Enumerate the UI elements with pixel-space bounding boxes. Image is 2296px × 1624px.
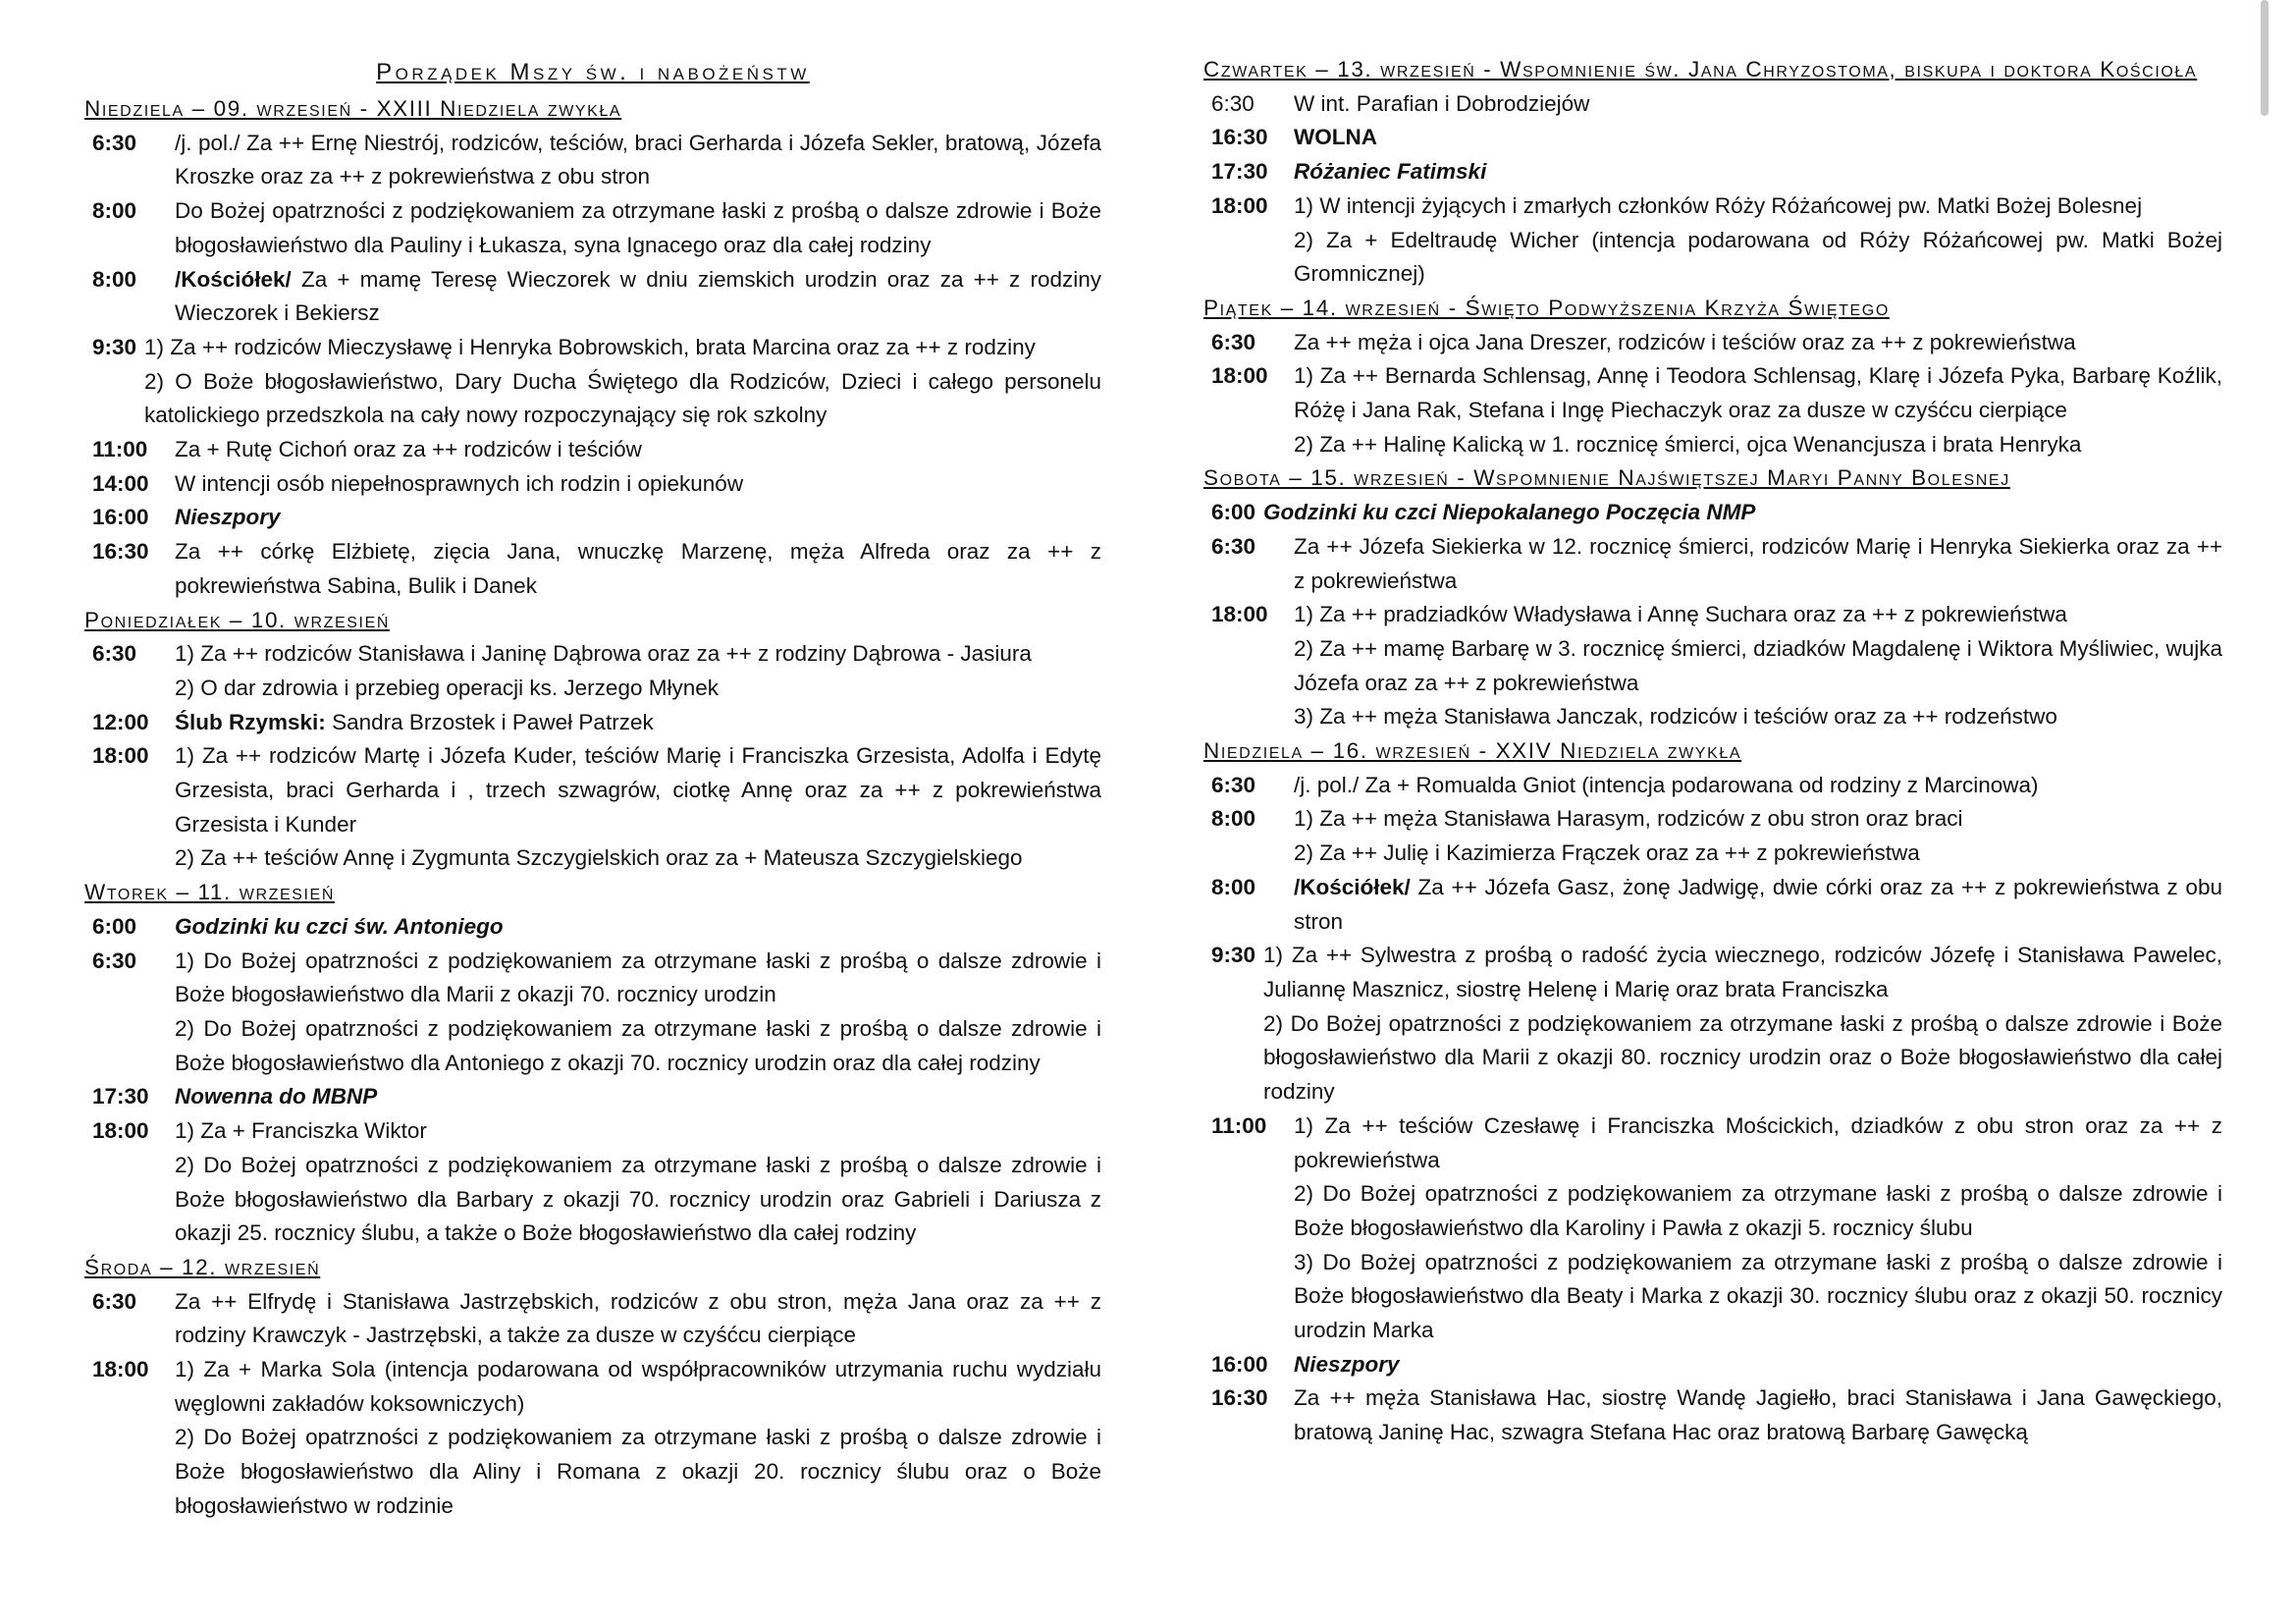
intention-item (175, 672, 1101, 706)
intention-label: /Kościółek/ (1294, 874, 1411, 899)
mass-time: 8:00 (1211, 806, 1256, 832)
mass-entry (1203, 530, 2222, 598)
mass-entry (84, 739, 1101, 876)
intention-text: 2) Do Bożej opatrzności z podziękowaniem za otrzymane łaski z prośbą o dalsze zdrowie i Boże błogosławieństwo dla Marii z okazji 80. rocznicy urodzin oraz o Boże błogosławieństwo dla całej rodziny (1263, 1010, 2222, 1105)
intention-item (1294, 1110, 2222, 1177)
mass-entry (1203, 1348, 2222, 1382)
mass-entry (1203, 155, 2222, 189)
mass-intentions (175, 263, 1101, 331)
intention-text: Różaniec Fatimski (1294, 159, 1487, 185)
intention-item (175, 739, 1101, 841)
mass-time: 8:00 (1211, 874, 1256, 899)
intention-item (1294, 121, 2222, 155)
mass-time: 6:00 (1211, 500, 1256, 525)
intention-item (144, 331, 1101, 365)
intention-item (175, 1012, 1101, 1080)
mass-time: 14:00 (92, 470, 149, 496)
day-section (84, 92, 1101, 604)
intention-text: 1) Za + Franciszka Wiktor (175, 1118, 427, 1144)
mass-entry (84, 910, 1101, 945)
intention-item (175, 433, 1101, 467)
scrollbar-thumb[interactable] (2261, 0, 2269, 116)
intention-text: Nowenna do MBNP (175, 1084, 378, 1110)
intention-item (175, 910, 1101, 945)
day-section (84, 604, 1101, 877)
intention-item (175, 535, 1101, 603)
mass-entry (84, 194, 1101, 262)
mass-time: 16:30 (92, 539, 149, 565)
mass-entry (84, 945, 1101, 1081)
intention-item (1294, 1177, 2222, 1245)
intention-text: Nieszpory (1294, 1351, 1400, 1377)
intention-item (175, 194, 1101, 262)
mass-time: 6:30 (1211, 329, 1256, 354)
intention-text: Sandra Brzostek i Paweł Patrzek (332, 709, 654, 734)
mass-intentions (1263, 496, 2222, 530)
intention-text: 1) Za ++ teściów Czesławę i Franciszka Mościckich, dziadków z obu stron oraz za ++ z pokrewieństwa (1294, 1112, 2222, 1172)
intention-text: W int. Parafian i Dobrodziejów (1294, 90, 1590, 116)
day-section (1203, 734, 2222, 1450)
mass-entry (1203, 189, 2222, 292)
mass-intentions (1294, 326, 2222, 360)
intention-text: 2) Do Bożej opatrzności z podziękowaniem za otrzymane łaski z prośbą o dalsze zdrowie i Boże błogosławieństwo dla Aliny i Romana z okazji 20. rocznicy ślubu oraz o Boże błogosławieństwo w rodzinie (175, 1425, 1101, 1518)
intention-text: Za ++ córkę Elżbietę, zięcia Jana, wnuczkę Marzenę, męża Alfreda oraz za ++ z pokrewieństwa Sabina, Bulik i Danek (175, 539, 1101, 598)
mass-time: 11:00 (92, 437, 148, 462)
intention-text: Nieszpory (175, 505, 281, 530)
intention-text: 1) Za ++ rodziców Stanisława i Janinę Dąbrowa oraz za ++ z rodziny Dąbrowa - Jasiura (175, 641, 1032, 667)
mass-time: 16:30 (1211, 125, 1268, 150)
intention-item (175, 706, 1101, 740)
day-heading: Sobota – 15. wrzesień - Wspomnienie Najświętszej Maryi Panny Bolesnej (1203, 465, 2010, 491)
day-section (84, 876, 1101, 1251)
mass-time: 12:00 (92, 709, 149, 734)
mass-entry (84, 1353, 1101, 1524)
mass-time: 9:30 (1211, 943, 1256, 968)
intention-text: Godzinki ku czci Niepokalanego Poczęcia NMP (1263, 500, 1756, 525)
intention-text: 1) Za ++ męża Stanisława Harasym, rodziców z obu stron oraz braci (1294, 806, 1963, 832)
mass-time: 18:00 (1211, 602, 1268, 627)
intention-item (175, 1114, 1101, 1149)
intention-text: 1) W intencji żyjących i zmarłych członków Róży Różańcowej pw. Matki Bożej Bolesnej (1294, 192, 2143, 218)
intention-text: Za ++ Józefa Siekierka w 12. rocznicę śmierci, rodziców Marię i Henryka Siekierka oraz za ++ z pokrewieństwa (1294, 533, 2222, 593)
intention-item (144, 365, 1101, 433)
intention-item (1294, 428, 2222, 462)
mass-intentions (1294, 1348, 2222, 1382)
day-heading: Poniedziałek – 10. wrzesień (84, 607, 391, 632)
mass-intentions (1294, 121, 2222, 155)
intention-item (175, 1080, 1101, 1114)
intention-text: Godzinki ku czci św. Antoniego (175, 913, 504, 939)
mass-intentions (1294, 530, 2222, 598)
intention-item (175, 127, 1101, 194)
intention-item (175, 841, 1101, 876)
intention-item (1294, 1348, 2222, 1382)
intention-text: Za ++ Józefa Gasz, żonę Jadwigę, dwie córki oraz za ++ z pokrewieństwa z obu stron (1294, 874, 2222, 934)
intention-text: Za ++ męża i ojca Jana Dreszer, rodziców i teściów oraz za ++ z pokrewieństwa (1294, 329, 2076, 354)
intention-text: 2) Za ++ mamę Barbarę w 3. rocznicę śmierci, dziadków Magdalenę i Wiktora Myśliwiec, wujka Józefa oraz za ++ z pokrewieństwa (1294, 635, 2222, 695)
intention-text: /j. pol./ Za + Romualda Gniot (intencja podarowana od rodziny z Marcinowa) (1294, 772, 2039, 797)
intention-text: 2) Za ++ Halinę Kalicką w 1. rocznicę śmierci, ojca Wenancjusza i brata Henryka (1294, 431, 2082, 457)
day-section (1203, 53, 2222, 292)
mass-intentions (1294, 769, 2222, 803)
intention-text: 1) Za ++ Sylwestra z prośbą o radość życia wiecznego, rodziców Józefę i Stanisława Pawelec, Juliannę Masznicz, siostrę Helenę i Marię oraz brata Franciszka (1263, 943, 2222, 1001)
mass-entry (1203, 939, 2222, 1110)
intention-text: Za ++ męża Stanisława Hac, siostrę Wandę Jagiełło, braci Stanisława i Jana Gawęckiego, bratową Janinę Hac, szwagra Stefana Hac oraz bratową Barbarę Gawęcką (1294, 1385, 2222, 1445)
mass-entry (84, 501, 1101, 535)
intention-item (175, 1353, 1101, 1421)
day-heading: Czwartek – 13. wrzesień - Wspomnienie św. Jana Chryzostoma, biskupa i doktora Kościoła (1203, 57, 2198, 81)
mass-time: 6:00 (92, 913, 137, 939)
intention-text: 2) Za ++ teściów Annę i Zygmunta Szczygielskich oraz za + Mateusza Szczygielskiego (175, 845, 1023, 871)
left-column (84, 0, 1101, 1524)
intention-text: Za + mamę Teresę Wieczorek w dniu ziemskich urodzin oraz za ++ z rodziny Wieczorek i Bekiersz (175, 266, 1101, 326)
mass-intentions (175, 1114, 1101, 1251)
day-heading: Środa – 12. wrzesień (84, 1254, 321, 1279)
mass-intentions (175, 706, 1101, 740)
intention-text: Za ++ Elfrydę i Stanisława Jastrzębskich, rodziców z obu stron, męża Jana oraz za ++ z rodziny Krawczyk - Jastrzębski, a także za dusze w czyśćcu cierpiące (175, 1288, 1101, 1348)
mass-intentions (175, 1080, 1101, 1114)
intention-text: W intencji osób niepełnosprawnych ich rodzin i opiekunów (175, 470, 744, 496)
day-heading: Niedziela – 16. wrzesień - XXIV Niedziela zwykła (1203, 738, 1742, 764)
intention-text: 3) Za ++ męża Stanisława Janczak, rodziców i teściów oraz za ++ rodzeństwo (1294, 704, 2057, 730)
day-heading: Niedziela – 09. wrzesień - XXIII Niedziela zwykła (84, 96, 622, 121)
mass-entry (1203, 802, 2222, 870)
intention-text: 1) Za ++ Bernarda Schlensag, Annę i Teodora Schlensag, Klarę i Józefa Pyka, Barbarę Koźlik, Różę i Jana Rak, Stefana i Ingę Piechaczyk oraz za dusze w czyśćcu cierpiące (1294, 363, 2222, 423)
mass-time: 17:30 (1211, 159, 1268, 185)
intention-label: /Kościółek/ (175, 266, 292, 292)
mass-entry (84, 535, 1101, 603)
mass-intentions (1294, 1110, 2222, 1348)
mass-intentions (175, 945, 1101, 1081)
intention-item (175, 501, 1101, 535)
day-heading: Piątek – 14. wrzesień - Święto Podwyższenia Krzyża Świętego (1203, 295, 1890, 320)
mass-entry (1203, 598, 2222, 734)
intention-text: 2) Do Bożej opatrzności z podziękowaniem za otrzymane łaski z prośbą o dalsze zdrowie i Boże błogosławieństwo dla Barbary z okazji 70. rocznicy urodzin oraz Gabrieli i Dariusza z okazji 25. rocznicy ślubu, a także o Boże błogosławieństwo dla całej rodziny (175, 1152, 1101, 1246)
mass-intentions (175, 1285, 1101, 1353)
intention-item (1294, 326, 2222, 360)
mass-time: 17:30 (92, 1084, 149, 1110)
mass-time: 8:00 (92, 266, 137, 292)
intention-item (1294, 530, 2222, 598)
intention-text: 1) Za + Marka Sola (intencja podarowana od współpracowników utrzymania ruchu wydziału węglowni zakładów koksowniczych) (175, 1357, 1101, 1416)
mass-time: 16:00 (1211, 1351, 1268, 1377)
intention-item (175, 467, 1101, 502)
mass-intentions (1294, 871, 2222, 939)
intention-item (1294, 1381, 2222, 1449)
mass-time: 18:00 (92, 1357, 149, 1382)
mass-entry (1203, 769, 2222, 803)
mass-entry (84, 1080, 1101, 1114)
intention-item (175, 1421, 1101, 1523)
mass-time: 6:30 (92, 641, 137, 667)
intention-item (1294, 155, 2222, 189)
mass-time: 9:30 (92, 334, 137, 359)
intention-item (1294, 871, 2222, 939)
mass-entry (1203, 121, 2222, 155)
intention-item (1294, 769, 2222, 803)
mass-intentions (1294, 189, 2222, 292)
intention-item (1294, 87, 2222, 122)
mass-time: 8:00 (92, 198, 137, 224)
intention-item (175, 945, 1101, 1012)
mass-entry (84, 706, 1101, 740)
intention-item (1263, 1007, 2222, 1110)
mass-time: 18:00 (92, 1118, 149, 1144)
mass-time: 6:30 (1211, 90, 1255, 116)
intention-text: 1) Za ++ rodziców Mieczysławę i Henryka Bobrowskich, brata Marcina oraz za ++ z rodziny (144, 334, 1036, 359)
intention-item (1294, 598, 2222, 632)
day-heading: Wtorek – 11. wrzesień (84, 880, 335, 905)
mass-time: 6:30 (1211, 533, 1256, 559)
intention-item (1263, 496, 2222, 530)
mass-time: 6:30 (1211, 772, 1256, 797)
mass-entry (1203, 326, 2222, 360)
intention-text: 2) O Boże błogosławieństwo, Dary Ducha Świętego dla Rodziców, Dzieci i całego personelu katolickiego przedszkola na cały nowy rozpoczynający się rok szkolny (144, 368, 1101, 428)
intention-text: Za + Rutę Cichoń oraz za ++ rodziców i teściów (175, 437, 642, 462)
mass-time: 6:30 (92, 947, 137, 973)
intention-item (1263, 939, 2222, 1006)
mass-intentions (175, 637, 1101, 705)
intention-item (175, 1149, 1101, 1251)
mass-intentions (175, 433, 1101, 467)
mass-time: 11:00 (1211, 1112, 1267, 1138)
mass-time: 16:30 (1211, 1385, 1268, 1411)
day-section (84, 1251, 1101, 1524)
mass-intentions (1294, 87, 2222, 122)
intention-text: 2) Do Bożej opatrzności z podziękowaniem za otrzymane łaski z prośbą o dalsze zdrowie i Boże błogosławieństwo dla Antoniego z okazji 70. rocznicy urodzin oraz dla całej rodziny (175, 1015, 1101, 1075)
intention-text: 2) Za + Edeltraudę Wicher (intencja podarowana od Róży Różańcowej pw. Matki Bożej Gromnicznej) (1294, 227, 2222, 287)
mass-entry (1203, 1381, 2222, 1449)
intention-text: Do Bożej opatrzności z podziękowaniem za otrzymane łaski z prośbą o dalsze zdrowie i Boże błogosławieństwo dla Pauliny i Łukasza, syna Ignacego oraz dla całej rodziny (175, 198, 1101, 257)
intention-text: 1) Do Bożej opatrzności z podziękowaniem za otrzymane łaski z prośbą o dalsze zdrowie i Boże błogosławieństwo dla Marii z okazji 70. rocznicy urodzin (175, 947, 1101, 1007)
mass-entry (1203, 496, 2222, 530)
intention-item (1294, 189, 2222, 224)
intention-item (1294, 224, 2222, 292)
mass-intentions (175, 127, 1101, 194)
intention-item (1294, 700, 2222, 734)
right-column (1203, 0, 2222, 1450)
mass-intentions (144, 331, 1101, 433)
mass-time: 6:30 (92, 1288, 137, 1314)
mass-entry (1203, 871, 2222, 939)
mass-intentions (175, 194, 1101, 262)
mass-intentions (1294, 155, 2222, 189)
intention-label: Ślub Rzymski: (175, 709, 326, 734)
intention-item (175, 263, 1101, 331)
mass-intentions (175, 739, 1101, 876)
mass-intentions (1294, 802, 2222, 870)
intention-item (1294, 1246, 2222, 1348)
intention-text: /j. pol./ Za ++ Ernę Niestrój, rodziców, teściów, braci Gerharda i Józefa Sekler, bratową, Józefa Kroszke oraz za ++ z pokrewieństwa z obu stron (175, 130, 1101, 189)
intention-text: 1) Za ++ pradziadków Władysława i Annę Suchara oraz za ++ z pokrewieństwa (1294, 602, 2067, 627)
intention-item (1294, 802, 2222, 837)
mass-time: 18:00 (1211, 363, 1268, 389)
mass-intentions (175, 910, 1101, 945)
mass-entry (84, 263, 1101, 331)
intention-text: 3) Do Bożej opatrzności z podziękowaniem za otrzymane łaski z prośbą o dalsze zdrowie i Boże błogosławieństwo dla Beaty i Marka z okazji 30. rocznicy ślubu oraz z okazji 50. rocznicy urodzin Marka (1294, 1249, 2222, 1343)
intention-text: 2) O dar zdrowia i przebieg operacji ks. Jerzego Młynek (175, 675, 719, 700)
day-section (1203, 292, 2222, 462)
intention-text: 2) Za ++ Julię i Kazimierza Frączek oraz za ++ z pokrewieństwa (1294, 840, 1920, 866)
intention-item (1294, 632, 2222, 700)
mass-intentions (175, 467, 1101, 502)
mass-time: 18:00 (92, 743, 149, 769)
intention-item (175, 637, 1101, 672)
mass-entry (1203, 359, 2222, 461)
intention-item (175, 1285, 1101, 1353)
mass-intentions (1294, 1381, 2222, 1449)
mass-intentions (1294, 359, 2222, 461)
mass-time: 18:00 (1211, 192, 1268, 218)
document-title: Porządek Mszy św. i nabożeństw (376, 59, 810, 85)
intention-text: WOLNA (1294, 125, 1377, 150)
mass-entry (84, 127, 1101, 194)
mass-entry (1203, 1110, 2222, 1348)
mass-intentions (175, 1353, 1101, 1524)
mass-intentions (175, 535, 1101, 603)
mass-entry (84, 637, 1101, 705)
mass-time: 16:00 (92, 505, 149, 530)
intention-text: 2) Do Bożej opatrzności z podziękowaniem za otrzymane łaski z prośbą o dalsze zdrowie i Boże błogosławieństwo dla Karoliny i Pawła z okazji 5. rocznicy ślubu (1294, 1181, 2222, 1240)
mass-entry (84, 1114, 1101, 1251)
mass-time: 6:30 (92, 130, 137, 155)
intention-item (1294, 359, 2222, 427)
mass-entry (84, 433, 1101, 467)
intention-text: 1) Za ++ rodziców Martę i Józefa Kuder, teściów Marię i Franciszka Grzesista, Adolfa i Edytę Grzesista, braci Gerharda i , trzech szwagrów, ciotkę Annę oraz za ++ z pokrewieństwa Grzesista i Kunder (175, 743, 1101, 837)
mass-entry (1203, 87, 2222, 122)
mass-intentions (175, 501, 1101, 535)
mass-entry (84, 1285, 1101, 1353)
mass-entry (84, 467, 1101, 502)
mass-entry (84, 331, 1101, 433)
intention-item (1294, 837, 2222, 871)
mass-intentions (1294, 598, 2222, 734)
mass-intentions (1263, 939, 2222, 1110)
day-section (1203, 461, 2222, 734)
